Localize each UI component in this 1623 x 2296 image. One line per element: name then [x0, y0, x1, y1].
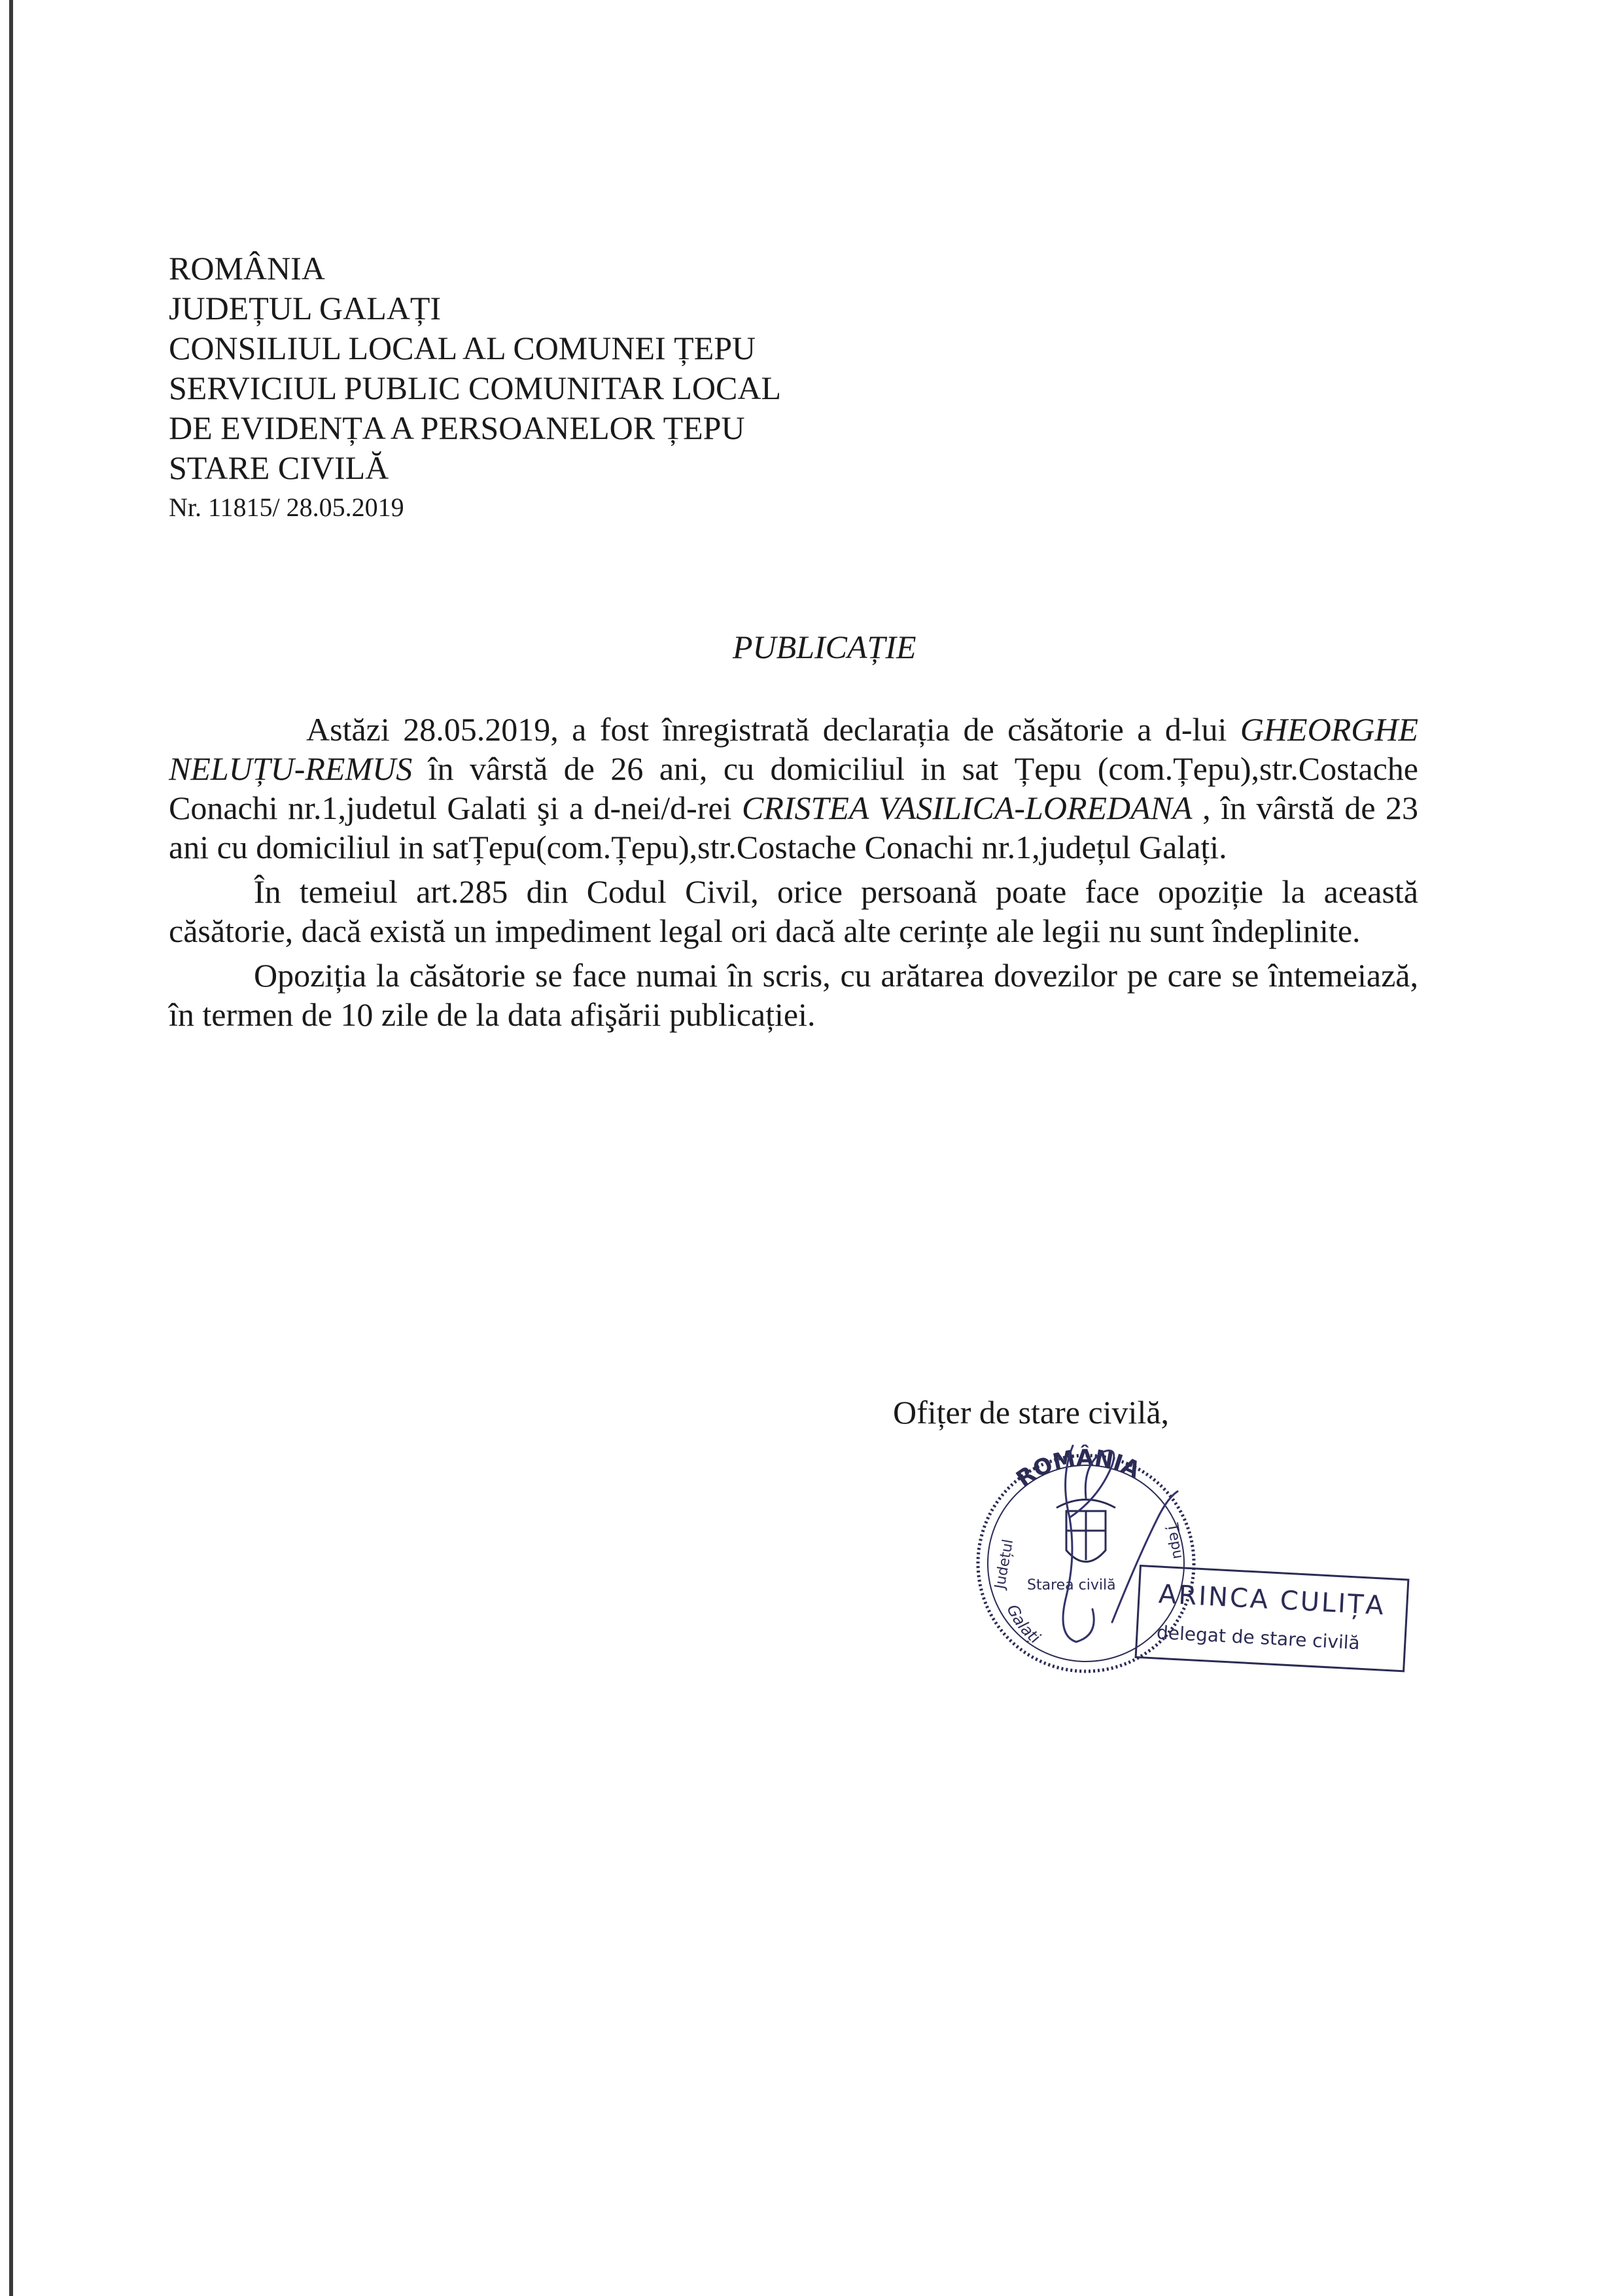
stamp-officer-role: delegat de stare civilă: [1156, 1622, 1361, 1654]
declaration-text-b: în vârstă de 26 ani, cu domiciliul in sat Țepu (com.Țepu),str.Costache Conachi nr.1,judetul Galati şi a d-nei/d-rei: [169, 750, 1418, 826]
header-service-cont: DE EVIDENȚA A PERSOANELOR ȚEPU: [169, 409, 745, 446]
document-title: PUBLICAȚIE: [733, 629, 916, 665]
registration-number: Nr. 11815/ 28.05.2019: [169, 493, 404, 522]
seal-top-text: ROMÂNIA: [1011, 1444, 1144, 1493]
declaration-text-a: Astăzi 28.05.2019, a fost înregistrată declarația de căsătorie a d-lui: [306, 711, 1240, 748]
paragraph-declaration: [169, 710, 1418, 867]
coat-of-arms-icon: [1056, 1500, 1115, 1562]
paragraph-opposition: Opoziția la căsătorie se face numai în scris, cu arătarea dovezilor pe care se întemeiază, în termen de 10 zile de la data afişării publicației.: [169, 957, 1418, 1033]
header-county: JUDEȚUL GALAȚI: [169, 290, 442, 326]
header-country: ROMÂNIA: [169, 250, 325, 287]
document-body: [169, 710, 1418, 1034]
official-stamp: [942, 1426, 1413, 1701]
stamp-officer-name: ARINCA CULIȚA: [1157, 1579, 1386, 1622]
bride-name: CRISTEA VASILICA-LOREDANA: [742, 790, 1193, 826]
seal-inner-text: Starea civilă: [1027, 1577, 1116, 1593]
signature-label: Ofițer de stare civilă,: [893, 1394, 1170, 1431]
header-council: CONSILIUL LOCAL AL COMUNEI ȚEPU: [169, 330, 756, 366]
header-service: SERVICIUL PUBLIC COMUNITAR LOCAL: [169, 370, 781, 406]
paragraph-legal-basis: În temeiul art.285 din Codul Civil, orice persoană poate face opoziție la această căsătorie, dacă există un impediment legal ori dacă alte cerințe ale legii nu sunt îndeplinite.: [169, 873, 1418, 949]
seal-bottom-text: Galați: [1003, 1601, 1044, 1648]
scan-edge-line: [9, 0, 13, 2296]
name-stamp-box: [1136, 1566, 1408, 1671]
document-header: [169, 249, 781, 523]
header-department: STARE CIVILĂ: [169, 449, 389, 486]
seal-left-text: Județul: [992, 1538, 1017, 1591]
groom-name: GHEORGHE NELUȚU-REMUS: [169, 711, 1418, 787]
seal-right-text: Țepu: [1164, 1522, 1187, 1561]
declaration-text-c: , în vârstă de 23 ani cu domiciliul in satȚepu(com.Țepu),str.Costache Conachi nr.1,județul Galați.: [169, 790, 1418, 865]
